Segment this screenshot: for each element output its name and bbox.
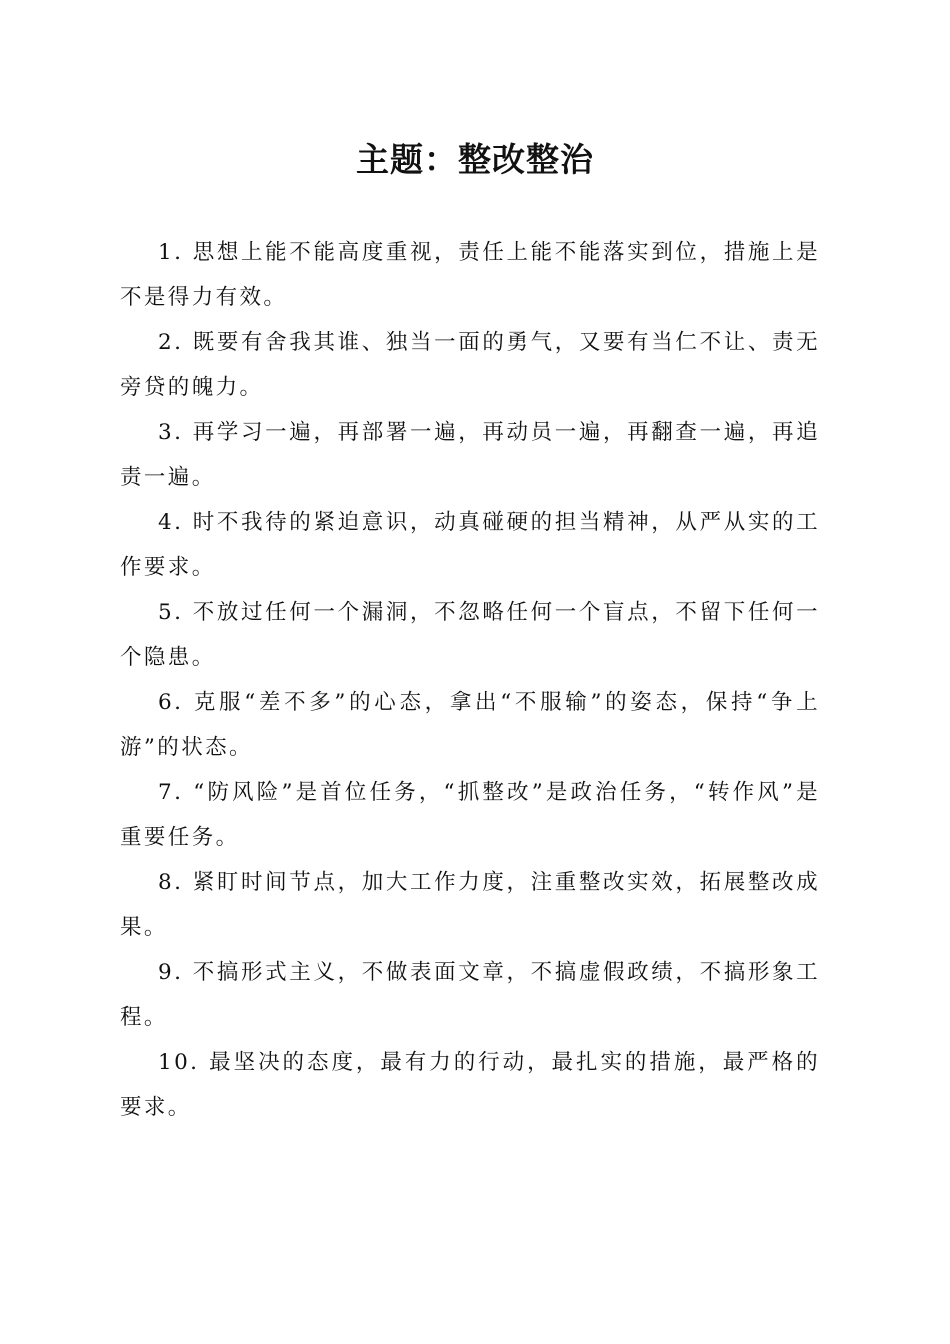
list-item: 8. 紧盯时间节点，加大工作力度，注重整改实效，拓展整改成果。 [120,870,820,940]
list-item: 9. 不搞形式主义，不做表面文章，不搞虚假政绩，不搞形象工程。 [120,960,820,1030]
item-list [120,230,820,1130]
page-title: 主题：整改整治 [356,140,594,179]
list-item: 6. 克服“差不多”的心态，拿出“不服输”的姿态，保持“争上游”的状态。 [120,690,820,760]
list-item: 10. 最坚决的态度，最有力的行动，最扎实的措施，最严格的要求。 [120,1050,820,1120]
list-item: 3. 再学习一遍，再部署一遍，再动员一遍，再翻查一遍，再追责一遍。 [120,420,820,490]
list-item: 4. 时不我待的紧迫意识，动真碰硬的担当精神，从严从实的工作要求。 [120,510,820,580]
list-item: 1. 思想上能不能高度重视，责任上能不能落实到位，措施上是不是得力有效。 [120,240,820,310]
list-item: 7. “防风险”是首位任务，“抓整改”是政治任务，“转作风”是重要任务。 [120,780,820,850]
list-item: 2. 既要有舍我其谁、独当一面的勇气，又要有当仁不让、责无旁贷的魄力。 [120,330,820,400]
list-item: 5. 不放过任何一个漏洞，不忽略任何一个盲点，不留下任何一个隐患。 [120,600,820,670]
